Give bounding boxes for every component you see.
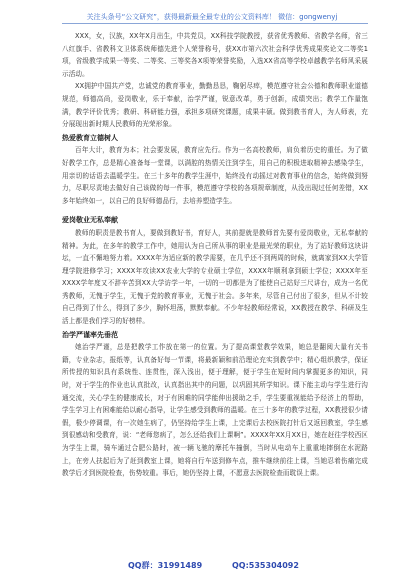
header-divider <box>62 23 368 24</box>
section-heading-3: 治学严谨率先垂范 <box>62 330 118 339</box>
intro-paragraph-1: XXX，女，汉族，XX年X月出生，中共党员，XX科技学院教授，获省优秀教师、省教学名师，省三八红旗手、省教科文卫体系统师德先进个人荣誉称号，获XX市第六次社会科学优秀成果奖论文二等奖1项，省级教学成果一等奖、二等奖、三等奖各X项等荣誉奖励，入选XX省高等学校卓越教学名师风采展示活动。 <box>62 32 368 78</box>
qq-group-number: QQ群：31991489 <box>128 561 203 570</box>
section-3-paragraph: 她治学严谨，总是把教学工作放在第一的位置。为了提高课堂教学效果，她总是翻阅大量有关书籍，专业杂志，报纸等，认真备好每一节课，将最新颖和前沿理论充实到教学中；精心组织教学，保证所传授的知识具有系统性、连贯性，深入浅出，便于理解，便于学生在短时间内掌握更多的知识，同时，对于学生的作业也认真批改，认真指出其中的问题，以巩固其所学知识。课下能主动与学生进行沟通交流，关心学生的健康成长，对于有困难的同学能伸出援助之手，学生要重视能给予经济上的帮助，学生学习上有困难能给以耐心指导，让学生感受到教师的温暖。在三十多年的教学过程，XX教授很少请假，极少停调课，有一次她生病了，仍坚持给学生上课，上完课后去校医院打针后又返回教室，学生感到很感动和受教育，说：“老师您病了，怎么还给我们上课啊”。XXXX年XX月XX日，她在赶往学校西区为学生上课，骑车通过合肥公路时，被一辆飞驰的摩托车撞倒，当时从电动车上重重地摔倒在水泥路上，在旁人扶起后为了赶到教室上课，她将自行车送到修车点，推车继续前往上课，当她忍着伤痛完成教学后才到医院检查，伤势较重。事后，她仍坚持上课，不愿意去医院检查而耽误上课。 <box>62 343 368 478</box>
section-heading-2: 爱岗敬业无私奉献 <box>62 216 118 225</box>
document-body <box>62 30 368 550</box>
section-2-paragraph: 教师的职责是教书育人，要做到教好书，育好人，其前提就是教师首先要有爱岗敬业，无私奉献的精神。为此，在多年的教学工作中，她用认为自己所从事的职业是最光荣的职业，为了站好教师这块讲坛，一直不懈地努力着。XXXX年为适应新的教学需要，在几乎还不到两周的时候，就离家到XX大学管理学院进修学习；XXXX年攻读XX农业大学的专业硕士学位，XXXX年顺利拿到硕士学位；XXXX年至XXXX学年度又不辞辛苦到XX大学访学一年，一切的一切都是为了能使自己站好三尺讲台，成为一名优秀教师，无愧于学生，无愧于党的教育事业，无愧于社会。多年来，尽管自己付出了很多，但从不计较自己得到了什么，得到了多少，胸怀坦荡，默默奉献。不少年轻教师经常说，XX教授在教学、科研及生活上都是我们学习的好榜样。 <box>62 228 368 326</box>
qq-contact-number: QQ:535304092 <box>232 561 299 570</box>
section-heading-1: 热爱教育立德树人 <box>62 133 118 142</box>
page-header: 关注头条号“公文研究”，获得最新最全最专业的公文资料库！ 微信：gongwenyj <box>86 13 338 21</box>
section-1-paragraph: 百年大计，教育为本；社会要发展，教育应先行。作为一名高校教师，肩负着历史的重任。为了做好教学工作，总是精心准备每一堂课，以满腔的热情关注到学生，用自己的积极进取精神去感染学生，用亲切的话语去温暖学生。在三十多年的教学生涯中，始终没有动摇过对教育事业的信念，始终做到努力，尽职尽责地去做好自己该做的每一件事，模范遵守学校的各项规章制度，从没出现过任何差错，XX多年始终如一，以自己的良好师德品行，去培养塑造学生。 <box>62 146 368 205</box>
section-gap <box>62 207 368 213</box>
intro-paragraph-2: XX拥护中国共产党，忠诚党的教育事业，勤勤恳恳，鞠躬尽瘁，模范遵守社会公德和教师职业道德规范，师德高尚，爱岗敬业，乐于奉献，治学严谨，锐意改革，勇于创新，成绩突出；教学工作量饱满，教学评价优秀；教研、科研能力强，承担多项研究课题，成果丰硕。做到教书育人，为人师表，充分展现出新时期人民教师的光荣形象。 <box>62 82 368 129</box>
